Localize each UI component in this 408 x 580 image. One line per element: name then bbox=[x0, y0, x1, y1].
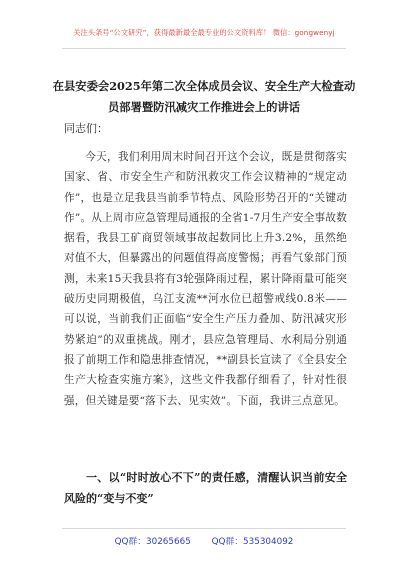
header-divider bbox=[62, 48, 346, 49]
document-title: 在县安委会2025年第二次全体成员会议、安全生产大检查动员部署暨防汛减灾工作推进会上的讲话 bbox=[52, 79, 356, 114]
body-paragraph: 今天，我们利用周末时间召开这个会议，既是贯彻落实国家、省、市安全生产和防汛救灾工作会议精神的“规定动作”，也是立足我县当前季节特点、风险形势召开的“关键动作”。从上周市应急管理局通报的全省1-7月生产安全事故数据看，我县工矿商贸领域事故起数同比上升3.2%，虽然绝对值不大，但暴露出的问题值得高度警惕；再看气象部门预测，未来15天我县将有3轮强降雨过程，累计降雨量可能突破历史同期极值，乌江支流**河水位已超警戒线0.8米——可以说，当前我们正面临“安全生产压力叠加、防汛减灾形势紧迫”的双重挑战。刚才，县应急管理局、水利局分别通报了前期工作和隐患排查情况，**副县长宣读了《全县安全生产大检查实施方案》，这些文件我都仔细看了，针对性很强，但关键是要“落下去、见实效”。下面，我讲三点意见。 bbox=[64, 151, 347, 407]
promo-banner: 关注头条号“公文研究”，获得最新最全最专业的公文资料库！ 微信：gongwenyj bbox=[73, 28, 335, 37]
section-heading: 一、以“时时放心不下”的责任感，清醒认识当前安全风险的“变与不变” bbox=[64, 471, 347, 505]
footer-qq-group-2: QQ群：535304092 bbox=[211, 537, 294, 547]
salutation: 同志们： bbox=[64, 122, 108, 135]
footer-qq-group-1: QQ群：30265665 bbox=[114, 537, 191, 547]
footer-divider bbox=[62, 528, 346, 529]
footer bbox=[0, 534, 408, 547]
